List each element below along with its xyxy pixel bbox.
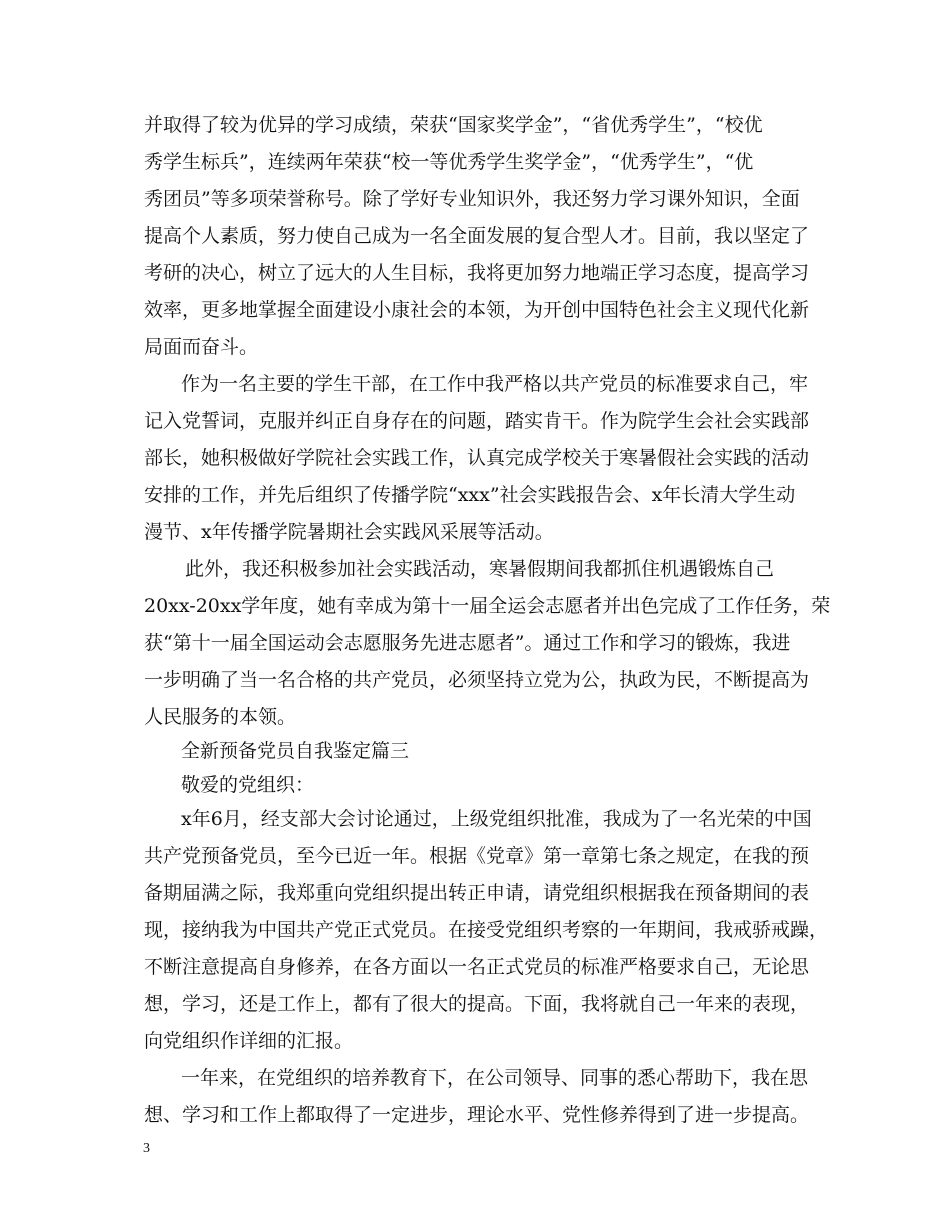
body-text-line: 局面而奋斗。 [144,336,259,358]
body-text-line: 获“第十一届全国运动会志愿服务先进志愿者”。通过工作和学习的锻炼，我进 [144,632,791,654]
body-text-line: 漫节、x年传播学院暑期社会实践风采展等活动。 [144,521,554,543]
salutation: 敬爱的党组织： [181,774,315,796]
paragraph-start-line: 一年来，在党组织的培养教育下，在公司领导、同事的悉心帮助下，我在思 [181,1067,809,1089]
body-text-line: 不断注意提高自身修养，在各方面以一名正式党员的标准严格要求自己，无论思 [144,956,810,978]
body-text-line: 人民服务的本领。 [144,706,297,728]
body-text-line: 提高个人素质，努力使自己成为一名全面发展的复合型人才。目前，我以坚定了 [144,225,810,247]
paragraph-start-line: 作为一名主要的学生干部，在工作中我严格以共产党员的标准要求自己，牢 [181,373,809,395]
body-text-line: 秀学生标兵”，连续两年荣获“校一等优秀学生奖学金”，“优秀学生”，“优 [144,151,754,173]
paragraph-start-line: 此外，我还积极参加社会实践活动，寒暑假期间我都抓住机遇锻炼自己 [185,558,775,580]
body-text-line: 想、学习和工作上都取得了一定进步，理论水平、党性修养得到了进一步提高。 [144,1104,810,1126]
section-heading: 全新预备党员自我鉴定篇三 [181,740,410,762]
body-text-line: 向党组织作详细的汇报。 [144,1030,354,1052]
body-text-line: 共产党预备党员，至今已近一年。根据《党章》第一章第七条之规定，在我的预 [144,845,810,867]
body-text-line: 现，接纳我为中国共产党正式党员。在接受党组织考察的一年期间，我戒骄戒躁， [144,919,829,941]
body-text-line: 备期届满之际，我郑重向党组织提出转正申请，请党组织根据我在预备期间的表 [144,882,810,904]
body-text-line: 并取得了较为优异的学习成绩，荣获“国家奖学金”，“省优秀学生”，“校优 [144,114,763,136]
body-text-line: 想，学习，还是工作上，都有了很大的提高。下面，我将就自己一年来的表现， [144,993,810,1015]
body-text-line: 秀团员”等多项荣誉称号。除了学好专业知识外，我还努力学习课外知识，全面 [144,188,800,210]
page-number: 3 [143,1141,150,1156]
body-text-line: 记入党誓词，克服并纠正自身存在的问题，踏实肯干。作为院学生会社会实践部 [144,410,810,432]
body-text-line: 安排的工作，并先后组织了传播学院“xxx”社会实践报告会、x年长清大学生动 [144,484,796,506]
paragraph-start-line: x年6月，经支部大会讨论通过，上级党组织批准，我成为了一名光荣的中国 [181,808,812,830]
body-text-line: 20xx-20xx学年度，她有幸成为第十一届全运会志愿者并出色完成了工作任务，荣 [144,595,831,617]
body-text-line: 考研的决心，树立了远大的人生目标，我将更加努力地端正学习态度，提高学习 [144,262,810,284]
body-text-line: 一步明确了当一名合格的共产党员，必须坚持立党为公，执政为民，不断提高为 [144,669,810,691]
body-text-line: 部长，她积极做好学院社会实践工作，认真完成学校关于寒暑假社会实践的活动 [144,447,810,469]
body-text-line: 效率，更多地掌握全面建设小康社会的本领，为开创中国特色社会主义现代化新 [144,299,810,321]
